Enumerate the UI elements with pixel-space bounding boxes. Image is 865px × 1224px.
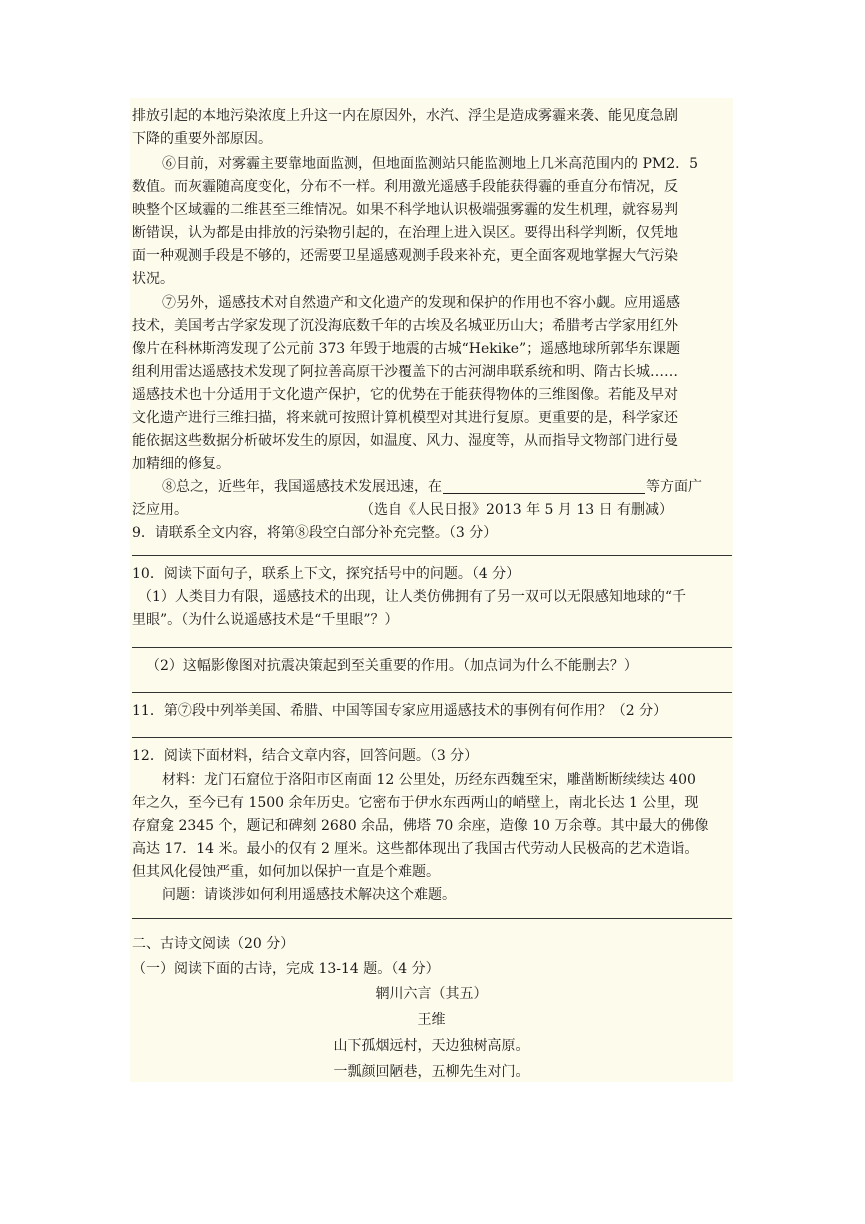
paragraph-8-line: 泛应用。 xyxy=(132,502,188,518)
answer-line-q11[interactable] xyxy=(132,737,732,738)
answer-line-q10-1[interactable] xyxy=(132,647,732,648)
text-line: 排放引起的本地污染浓度上升这一内在原因外，水汽、浮尘是造成雾霾来袭、能见度急剧 xyxy=(132,108,678,124)
fill-in-blank[interactable] xyxy=(443,477,645,494)
paragraph-7-line: 像片在科林斯湾发现了公元前 373 年毁于地震的古城“Hekike”；遥感地球所郭华东课题 xyxy=(132,341,681,357)
paragraph-7-line: 加精细的修复。 xyxy=(132,456,230,472)
material-line: 年之久，至今已有 1500 余年历史。它密布于伊水东西两山的峭壁上，南北长达 1 公里，现 xyxy=(132,795,699,811)
question-12-prompt: 问题：请谈涉如何利用遥感技术解决这个难题。 xyxy=(162,887,456,903)
material-line: 高达 17．14 米。最小的仅有 2 厘米。这些都体现出了我国古代劳动人民极高的艺术造诣。 xyxy=(132,841,699,857)
material-line: 但其风化侵蚀严重，如何加以保护一直是个难题。 xyxy=(132,864,440,880)
paragraph-7-line: 技术，美国考古学家发现了沉没海底数千年的古埃及名城亚历山大；希腊考古学家用红外 xyxy=(132,318,678,334)
paragraph-7-line: 文化遗产进行三维扫描，将来就可按照计算机模型对其进行复原。更重要的是，科学家还 xyxy=(132,410,678,426)
paragraph-7-line: 遥感技术也十分适用于文化遗产保护，它的优势在于能获得物体的三维图像。若能及早对 xyxy=(132,387,678,403)
paragraph-6-line: 数值。而灰霾随高度变化，分布不一样。利用激光遥感手段能获得霾的垂直分布情况，反 xyxy=(132,179,678,195)
paragraph-8-before-blank: ⑧总之，近些年，我国遥感技术发展迅速，在 xyxy=(162,479,442,495)
question-11: 11．第⑦段中列举美国、希腊、中国等国专家应用遥感技术的事例有何作用？（2 分） xyxy=(132,703,668,719)
paragraph-6-line: ⑥目前，对雾霾主要靠地面监测，但地面监测站只能监测地上几米高范围内的 PM2．5 xyxy=(162,156,699,172)
material-line: 材料：龙门石窟位于洛阳市区南面 12 公里处，历经东西魏至宋，雕凿断断续续达 400 xyxy=(162,772,696,788)
question-10-sentence-1-cont: 里眼”。（为什么说遥感技术是“千里眼”？） xyxy=(132,612,399,628)
poem-title: 辋川六言（其五） xyxy=(375,986,488,1002)
paragraph-6-line: 映整个区域霾的二维甚至三维情况。如果不科学地认识极端强雾霾的发生机理，就容易判 xyxy=(132,202,678,218)
paragraph-7-line: ⑦另外，遥感技术对自然遗产和文化遗产的发现和保护的作用也不容小觑。应用遥感 xyxy=(162,295,680,311)
question-10-sentence-2: （2）这幅影像图对抗震决策起到至关重要的作用。（加点词为什么不能删去？） xyxy=(146,658,638,674)
paragraph-8-after-blank: 等方面广 xyxy=(646,479,702,495)
poem-line: 一瓢颜回陋巷，五柳先生对门。 xyxy=(333,1064,530,1080)
answer-line-q10-2[interactable] xyxy=(132,692,732,693)
text-line: 下降的重要外部原因。 xyxy=(132,131,272,147)
question-10-sentence-1: （1）人类目力有限，遥感技术的出现，让人类仿佛拥有了另一双可以无限感知地球的“千 xyxy=(138,589,687,605)
paragraph-7-line: 能依据这些数据分析破坏发生的原因，如温度、风力、湿度等，从而指导文物部门进行曼 xyxy=(132,433,678,449)
paragraph-6-line: 面一种观测手段是不够的，还需要卫星遥感观测手段来补充，更全面客观地掌握大气污染 xyxy=(132,248,678,264)
paragraph-8-line xyxy=(162,476,702,499)
answer-line-q9[interactable] xyxy=(132,555,732,556)
answer-line-q12[interactable] xyxy=(132,918,732,919)
section-2-title: 二、古诗文阅读（20 分） xyxy=(132,936,295,952)
question-9: 9．请联系全文内容，将第⑧段空白部分补充完整。（3 分） xyxy=(132,525,498,541)
poem-line: 山下孤烟远村，天边独树高原。 xyxy=(333,1038,530,1054)
paragraph-6-line: 断错误，认为都是由排放的污染物引起的，在治理上进入误区。要得出科学判断，仅凭地 xyxy=(132,225,678,241)
paragraph-7-line: 组利用雷达遥感技术发现了阿拉善高原干沙覆盖下的古河湖串联系统和明、隋古长城…… xyxy=(132,364,678,380)
question-10-title: 10．阅读下面句子，联系上下文，探究括号中的问题。（4 分） xyxy=(132,566,521,582)
section-2-subsection-1: （一）阅读下面的古诗，完成 13-14 题。（4 分） xyxy=(132,961,440,977)
question-12-title: 12．阅读下面材料，结合文章内容，回答问题。（3 分） xyxy=(132,748,479,764)
source-citation: （选自《人民日报》2013 年 5 月 13 日 有删减） xyxy=(360,502,674,518)
material-line: 存窟龛 2345 个，题记和碑刻 2680 余品，佛塔 70 余座，造像 10 万余尊。其中最大的佛像 xyxy=(132,818,709,834)
paragraph-6-line: 状况。 xyxy=(132,271,174,287)
poem-author: 王维 xyxy=(417,1012,446,1028)
